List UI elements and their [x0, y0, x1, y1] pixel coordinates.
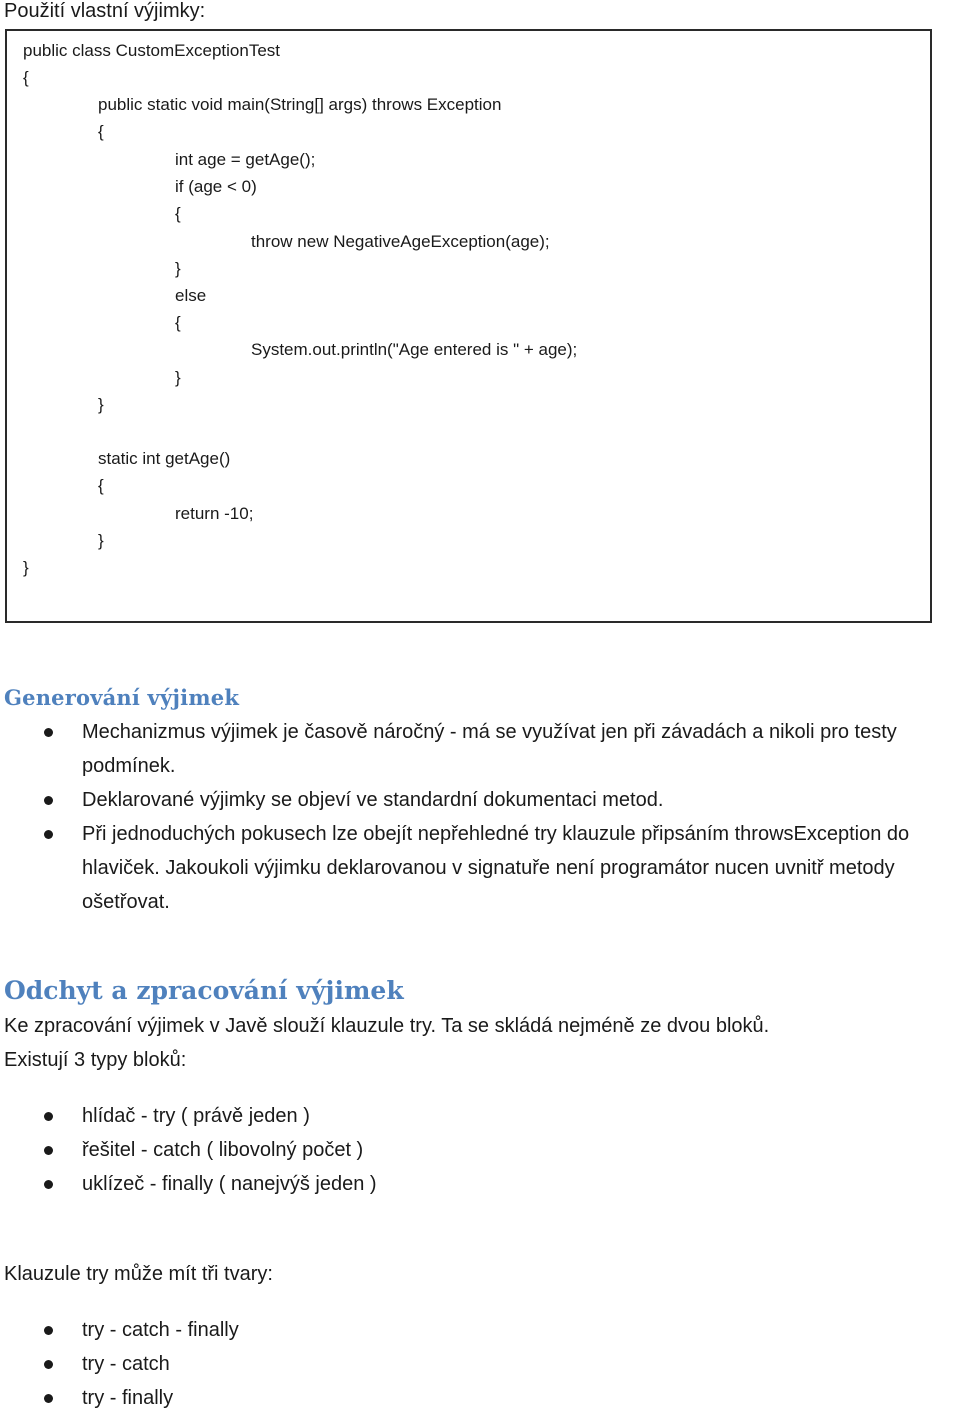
code-line: throw new NegativeAgeException(age); — [251, 232, 550, 251]
code-line: int age = getAge(); — [175, 150, 316, 169]
bullet-icon — [44, 796, 53, 805]
code-line: } — [175, 368, 181, 387]
try-forms-list — [0, 1313, 960, 1415]
code-line: else — [175, 286, 207, 305]
list-item-text: Mechanizmus výjimek je časově náročný - má se využívat jen při závadách a nikoli pro testy podmínek. — [82, 721, 897, 777]
generovani-bullet-list — [0, 715, 960, 919]
intro-text: Použití vlastní výjimky: — [4, 0, 206, 22]
code-line: } — [175, 259, 181, 278]
list-item — [0, 1167, 960, 1201]
bullet-icon — [44, 1146, 53, 1155]
bullet-icon — [44, 1360, 53, 1369]
list-item-text: Při jednoduchých pokusech lze obejít nepřehledné try klauzule připsáním throwsException do hlaviček. Jakoukoli výjimku deklarovanou v signatuře není programátor nucen uvnitř metody ošetřovat. — [82, 823, 910, 913]
paragraph: Ke zpracování výjimek v Javě slouží klauzule try. Ta se skládá nejméně ze dvou bloků. — [4, 1015, 770, 1037]
code-line: System.out.println("Age entered is " + age); — [251, 340, 578, 359]
list-item — [0, 817, 960, 919]
list-item-text: uklízeč - finally ( nanejvýš jeden ) — [82, 1173, 377, 1195]
list-item-text: Deklarované výjimky se objeví ve standardní dokumentaci metod. — [82, 789, 664, 811]
list-item — [0, 1347, 960, 1381]
list-item-text: try - catch — [82, 1353, 170, 1375]
code-line: } — [98, 531, 104, 550]
list-item — [0, 1099, 960, 1133]
code-line: static int getAge() — [98, 449, 231, 468]
code-block — [5, 29, 932, 623]
bullet-icon — [44, 1112, 53, 1121]
bullet-icon — [44, 830, 53, 839]
list-item — [0, 715, 960, 783]
code-line: return -10; — [175, 504, 254, 523]
list-item — [0, 1313, 960, 1347]
paragraph: Existují 3 typy bloků: — [4, 1049, 187, 1071]
code-line: { — [98, 122, 104, 141]
bullet-icon — [44, 1326, 53, 1335]
code-line: public class CustomExceptionTest — [23, 41, 281, 60]
section-heading-generovani: Generování výjimek — [4, 685, 240, 710]
section-heading-odchyt: Odchyt a zpracování výjimek — [4, 976, 404, 1005]
code-line: { — [23, 68, 29, 87]
list-item-text: try - finally — [82, 1387, 174, 1409]
code-line: { — [175, 313, 181, 332]
list-item-text: try - catch - finally — [82, 1319, 239, 1341]
bullet-icon — [44, 1180, 53, 1189]
code-line: public static void main(String[] args) throws Exception — [98, 95, 502, 114]
code-line: if (age < 0) — [175, 177, 257, 196]
paragraph: Klauzule try může mít tři tvary: — [4, 1263, 273, 1285]
code-line: { — [175, 204, 181, 223]
code-line: } — [23, 558, 29, 577]
list-item-text: řešitel - catch ( libovolný počet ) — [82, 1139, 364, 1161]
bullet-icon — [44, 728, 53, 737]
list-item — [0, 783, 960, 817]
list-item-text: hlídač - try ( právě jeden ) — [82, 1105, 310, 1127]
code-line: } — [98, 395, 104, 414]
block-types-list — [0, 1099, 960, 1201]
list-item — [0, 1133, 960, 1167]
code-line: { — [98, 476, 104, 495]
bullet-icon — [44, 1394, 53, 1403]
